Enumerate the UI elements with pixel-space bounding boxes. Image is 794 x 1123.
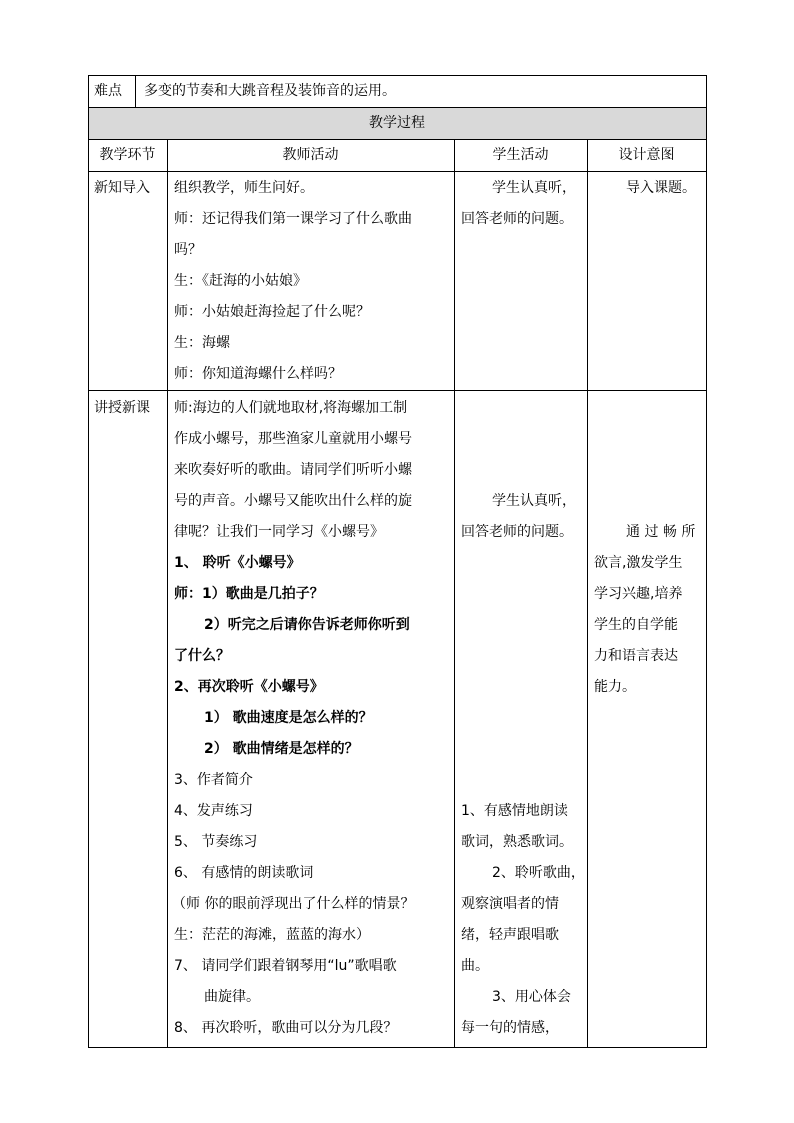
intro-teacher-line: 组织教学，师生问好。 [174,180,314,196]
header-student: 学生活动 [492,147,549,163]
student-line: 绪，轻声跟唱歌 [461,927,559,943]
teacher-line: 7、 请同学们跟着钢琴用“lu”歌唱歌 [174,958,397,974]
intro-teacher-line: 师：你知道海螺什么样吗？ [174,366,342,382]
student-line: 1、有感情地朗读 [461,803,568,819]
intent-line: 学生的自学能 [594,617,678,633]
teacher-line: 5、 节奏练习 [174,834,258,850]
new-lesson-stage: 讲授新课 [94,400,150,416]
teacher-line: （师 你的眼前浮现出了什么样的情景？ [172,896,415,912]
intro-design-intent: 导入课题。 [626,180,696,196]
header-intent: 设计意图 [618,147,675,163]
student-line: 曲。 [461,958,489,974]
header-stage: 教学环节 [99,147,156,163]
teacher-line: 师:海边的人们就地取材,将海螺加工制 [174,400,408,416]
teacher-line: 3、作者简介 [174,772,253,788]
student-line: 回答老师的问题。 [461,524,573,540]
student-line: 3、用心体会 [492,989,571,1005]
teacher-line: 2、再次聆听《小螺号》 [174,679,324,695]
teacher-line: 律呢？让我们一同学习《小螺号》 [174,524,384,540]
student-line: 歌词，熟悉歌词。 [461,834,573,850]
student-line: 学生认真听， [492,493,576,509]
teacher-line: 6、 有感情的朗读歌词 [174,865,314,881]
teacher-line: 了什么？ [174,648,230,664]
table-line [706,75,707,1048]
teacher-line: 8、 再次聆听，歌曲可以分为几段？ [174,1020,398,1036]
intro-teacher-line: 师：小姑娘赶海捡起了什么呢？ [174,304,370,320]
student-line: 2、聆听歌曲， [492,865,585,881]
intent-line: 力和语言表达 [594,648,678,664]
intro-teacher-line: 生：海螺 [174,335,230,351]
teacher-line: 2）听完之后请你告诉老师你听到 [204,617,410,633]
teacher-line: 1） 歌曲速度是怎么样的？ [204,710,373,726]
intent-line: 能力。 [594,679,636,695]
difficulty-label: 难点 [94,83,122,99]
teacher-line: 2） 歌曲情绪是怎样的？ [204,741,359,757]
teacher-line: 号的声音。小螺号又能吹出什么样的旋 [174,493,412,509]
intro-student-line: 回答老师的问题。 [461,211,573,227]
intro-stage: 新知导入 [94,180,150,196]
header-teacher: 教师活动 [282,147,339,163]
table-line [88,75,89,1048]
intent-line: 欲言,激发学生 [594,555,683,571]
intro-teacher-line: 吗？ [174,242,202,258]
intent-line: 通 过 畅 所 [626,524,696,540]
table-line [454,139,455,1048]
intent-line: 学习兴趣,培养 [594,586,683,602]
teacher-line: 曲旋律。 [204,989,260,1005]
table-line [88,1047,707,1048]
intro-teacher-line: 生：《赶海的小姑娘》 [174,273,307,289]
table-line [88,390,707,391]
table-line [135,75,136,107]
student-line: 每一句的情感， [461,1020,559,1036]
table-line [587,139,588,1048]
teacher-line: 1、 聆听《小螺号》 [174,555,301,571]
teacher-line: 作成小螺号，那些渔家儿童就用小螺号 [174,431,412,447]
table-line [88,171,707,172]
teacher-line: 4、发声练习 [174,803,253,819]
difficulty-content: 多变的节奏和大跳音程及装饰音的运用。 [144,83,396,99]
teacher-line: 来吹奏好听的歌曲。请同学们听听小螺 [174,462,412,478]
intro-student-line: 学生认真听， [492,180,576,196]
table-line [167,139,168,1048]
section-title: 教学过程 [369,115,425,131]
teacher-line: 生：茫茫的海滩，蓝蓝的海水） [174,927,370,943]
student-line: 观察演唱者的情 [461,896,559,912]
intro-teacher-line: 师：还记得我们第一课学习了什么歌曲 [174,211,412,227]
teacher-line: 师：1）歌曲是几拍子？ [174,586,324,602]
